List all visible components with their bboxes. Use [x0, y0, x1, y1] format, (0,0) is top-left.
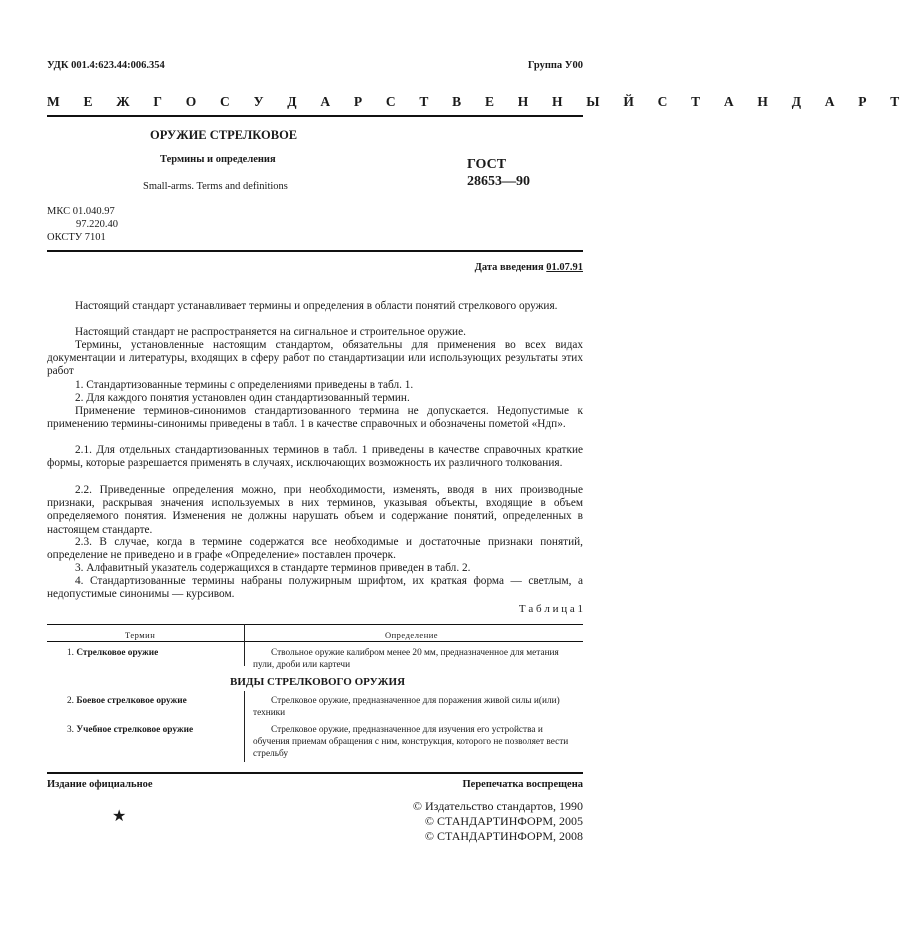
copyright-line: © Издательство стандартов, 1990	[412, 799, 583, 813]
term-name: Стрелковое оружие	[76, 648, 159, 658]
banner-rule	[47, 115, 583, 117]
paragraph: Настоящий стандарт не распространяется на сигнальное и строительное оружие.	[75, 326, 466, 338]
paragraph: 2.3. В случае, когда в термине содержатся все необходимые и достаточные признаки понятий, определение не приведено и в графе «Определение» поставлен прочерк.	[47, 536, 583, 562]
term-definition: Ствольное оружие калибром менее 20 мм, предназначенное для метания пули, дроби или картечи	[253, 648, 559, 670]
term-number: 3.	[67, 725, 74, 735]
paragraph: 2.1. Для отдельных стандартизованных терминов в табл. 1 приведены в качестве справочных краткие формы, которые разрешается применять в случаях, исключающих возможность их различного толкования.	[47, 444, 583, 470]
title-block-rule	[47, 250, 583, 252]
table-section-heading: ВИДЫ СТРЕЛКОВОГО ОРУЖИЯ	[230, 676, 406, 688]
term-number: 1.	[67, 648, 74, 658]
column-header-definition: Определение	[385, 630, 439, 640]
mks-code-1: МКС 01.040.97	[47, 206, 115, 217]
term-number: 2.	[67, 696, 74, 706]
paragraph: 2.2. Приведенные определения можно, при необходимости, изменять, вводя в них производные признаки, раскрывая значения используемых в них терминов, указывая объекты, входящие в объем определяемого понятия. Изменения не должны нарушать объем и содержание понятий, определенных в настоящем стандарте.	[47, 484, 583, 536]
okstu-code: ОКСТУ 7101	[47, 232, 106, 243]
introduction-date	[475, 262, 583, 273]
copyright-line: © СТАНДАРТИНФОРМ, 2005	[424, 814, 583, 828]
term-name: Учебное стрелковое оружие	[76, 725, 194, 735]
table-row	[67, 695, 187, 707]
copyright-block	[413, 799, 583, 844]
gost-label: ГОСТ	[467, 157, 507, 172]
paragraph: Настоящий стандарт устанавливает термины и определения в области понятий стрелкового оружия.	[75, 300, 558, 312]
gost-number: 28653—90	[467, 174, 530, 189]
doc-english-title: Small-arms. Terms and definitions	[143, 181, 288, 192]
standard-banner: М Е Ж Г О С У Д А Р С Т В Е Н Н Ы Й С Т А Н Д А Р Т	[47, 94, 910, 109]
mks-code-2: 97.220.40	[76, 219, 118, 230]
table-column-divider	[244, 624, 245, 666]
term-name: Боевое стрелковое оружие	[76, 696, 187, 706]
doc-subtitle: Термины и определения	[160, 154, 276, 165]
doc-title: ОРУЖИЕ СТРЕЛКОВОЕ	[150, 128, 298, 142]
udc-code: УДК 001.4:623.44:006.354	[47, 60, 165, 71]
footer-rule	[47, 772, 583, 774]
paragraph: 3. Алфавитный указатель содержащихся в стандарте терминов приведен в табл. 2.	[75, 562, 471, 574]
table-row	[67, 647, 158, 659]
star-icon: ★	[112, 808, 127, 825]
term-definition: Стрелковое оружие, предназначенное для изучения его устройства и обучения приемам обращения с ним, конструкция, которого не позволяет вести стрельбу	[253, 725, 569, 759]
table-top-rule	[47, 624, 583, 625]
paragraph: Термины, установленные настоящим стандартом, обязательны для применения во всех видах документации и литературы, входящих в сферу работ по стандартизации или использующих результаты этих работ	[47, 339, 583, 378]
table-column-divider	[244, 691, 245, 762]
table-caption: Т а б л и ц а 1	[518, 603, 583, 615]
column-header-term: Термин	[125, 630, 156, 640]
official-edition: Издание официальное	[47, 779, 153, 790]
paragraph: 1. Стандартизованные термины с определениями приведены в табл. 1.	[75, 379, 414, 391]
paragraph: 2. Для каждого понятия установлен один стандартизованный термин.	[75, 392, 410, 404]
paragraph: Применение терминов-синонимов стандартизованного термина не допускается. Недопустимые к применению термины-синонимы приведены в табл. 1 в качестве справочных и обозначены пометой «Ндп».	[47, 405, 583, 431]
group-code: Группа У00	[527, 60, 583, 71]
table-header-rule	[47, 641, 583, 642]
table-row	[67, 724, 193, 736]
reprint-prohibited: Перепечатка воспрещена	[462, 779, 583, 790]
term-definition: Стрелковое оружие, предназначенное для поражения живой силы и(или) техники	[253, 696, 560, 718]
introduction-date-label: Дата введения	[474, 262, 544, 273]
copyright-line: © СТАНДАРТИНФОРМ, 2008	[424, 829, 583, 843]
paragraph: 4. Стандартизованные термины набраны полужирным шрифтом, их краткая форма — светлым, а недопустимые синонимы — курсивом.	[47, 575, 583, 601]
introduction-date-value: 01.07.91	[546, 262, 583, 273]
